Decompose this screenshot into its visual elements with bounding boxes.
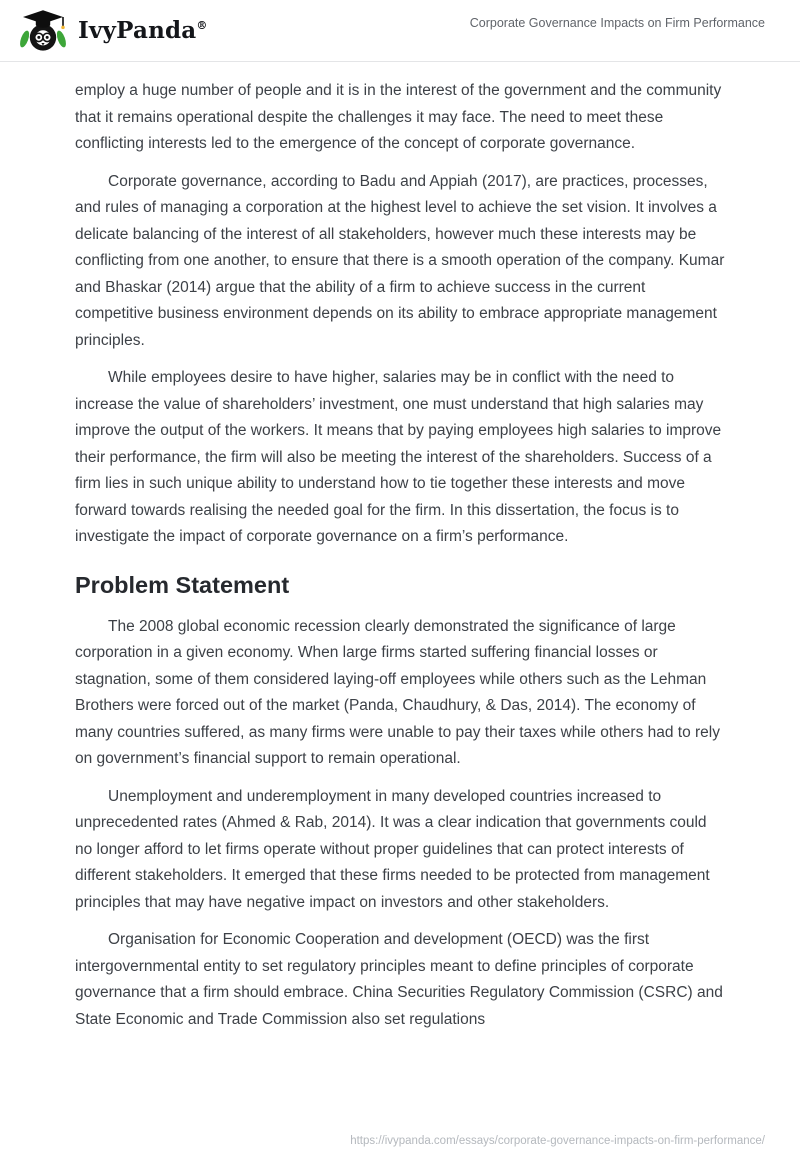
footer-url[interactable]: https://ivypanda.com/essays/corporate-governance-impacts-on-firm-performance/ <box>350 1135 765 1147</box>
paragraph-5: Unemployment and underemployment in many developed countries increased to unprecedented rates (Ahmed & Rab, 2014). It was a clear indication that governments could no longer afford to let firms operate without proper guidelines that can protect interests of different stakeholders. It emerged that these firms needed to be protected from management principles that may have negative impact on investors and other stakeholders. <box>75 787 710 911</box>
paragraph-3: While employees desire to have higher, salaries may be in conflict with the need to increase the value of shareholders’ investment, one must understand that high salaries may improve the output of the workers. It means that by paying employees high salaries to improve their performance, the firm will also be meeting the interest of the shareholders. Success of a firm lies in such unique ability to understand how to tie together these interests and move forward towards realising the needed goal for the firm. In this dissertation, the focus is to investigate the impact of corporate governance on a firm’s performance. <box>75 369 722 545</box>
header <box>0 0 800 61</box>
paragraph-1: employ a huge number of people and it is in the interest of the government and the community that it remains operational despite the challenges it may face. The need to meet these conflicting interests led to the emergence of the concept of corporate governance. <box>75 82 722 152</box>
paragraph-6: Organisation for Economic Cooperation and development (OECD) was the first intergovernmental entity to set regulatory principles meant to define principles of corporate governance that a firm should embrace. China Securities Regulatory Commission (CSRC) and State Economic and Trade Commission also set regulations <box>75 931 723 1028</box>
brand-text: IvyPanda <box>78 17 197 44</box>
paragraph-4: The 2008 global economic recession clearly demonstrated the significance of large corporation in a given economy. When large firms started suffering financial losses or stagnation, some of them considered laying-off employees while others such as the Lehman Brothers were forced out of the market (Panda, Chaudhury, & Das, 2014). The economy of many countries suffered, as many firms were unable to pay their taxes while others had to rely on government’s financial support to remain operational. <box>75 617 720 767</box>
paragraph-2: Corporate governance, according to Badu and Appiah (2017), are practices, processes, and rules of managing a corporation at the highest level to achieve the set vision. It involves a delicate balancing of the interest of all stakeholders, however much these interests may be conflicting from one another, to ensure that there is a smooth operation of the company. Kumar and Bhaskar (2014) argue that the ability of a firm to achieve success in the current competitive business environment depends on its ability to embrace appropriate management principles. <box>75 172 725 349</box>
ivypanda-logo[interactable] <box>17 7 207 55</box>
registered-trademark: ® <box>196 19 208 32</box>
document-title: Corporate Governance Impacts on Firm Performance <box>469 16 765 30</box>
ivypanda-owl-graduation-cap-icon <box>17 7 69 55</box>
brand-name <box>78 17 207 44</box>
essay-content <box>0 62 800 1033</box>
section-heading-problem-statement: Problem Statement <box>75 571 290 598</box>
